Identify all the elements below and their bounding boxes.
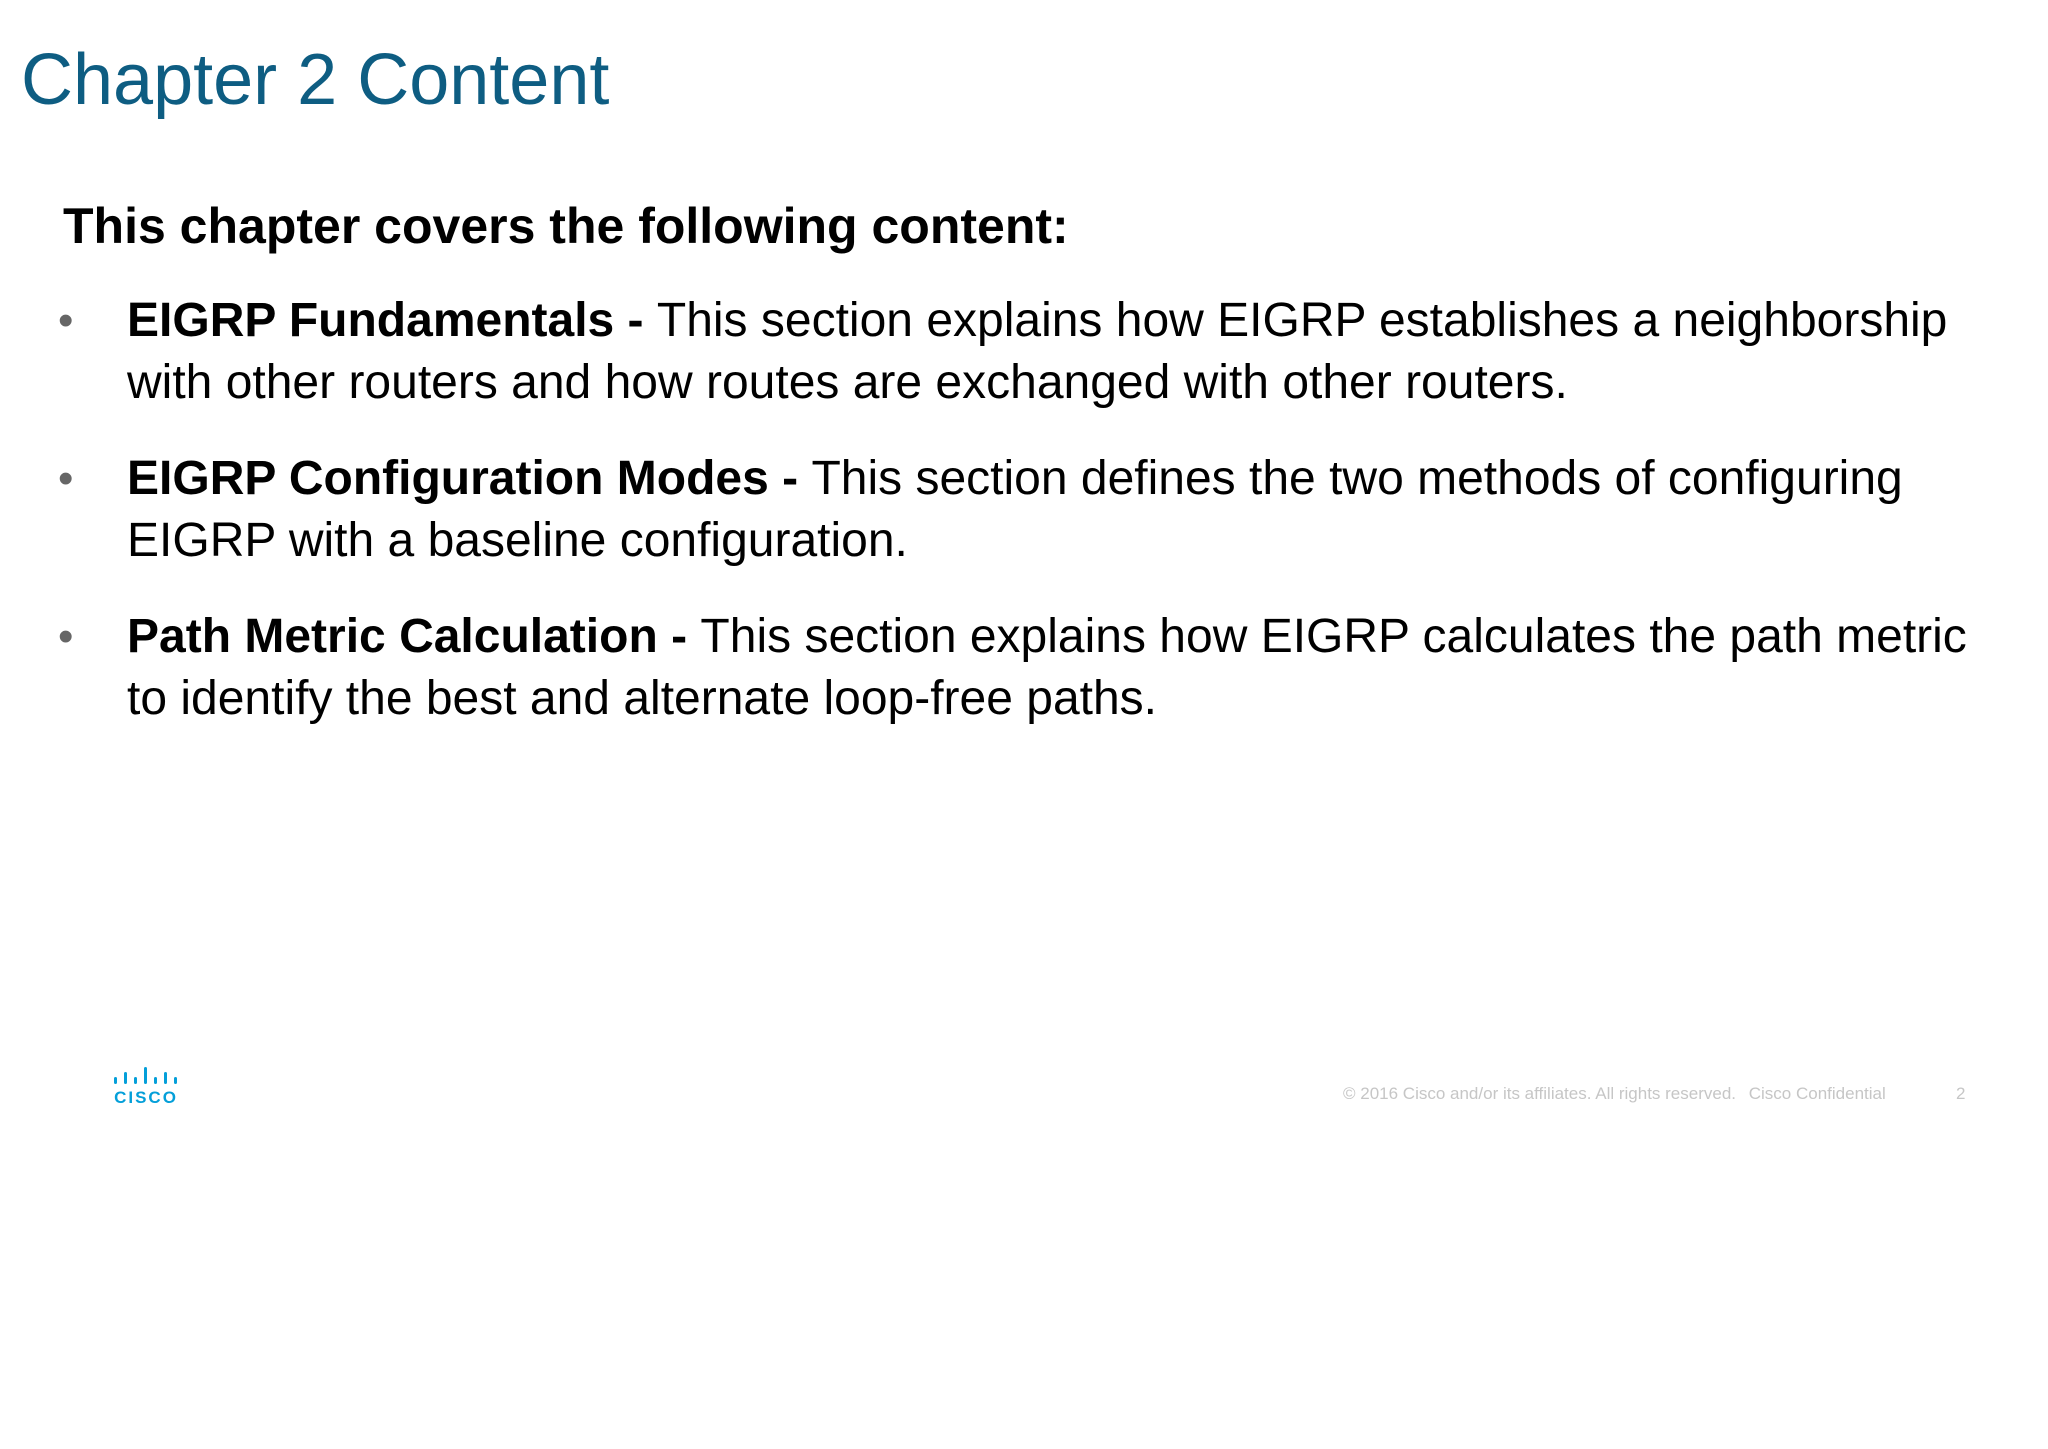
page-number: 2 — [1956, 1084, 1966, 1103]
bullet-dot-icon: • — [58, 612, 74, 661]
bullet-term: Path Metric Calculation - — [127, 610, 701, 663]
logo-text: CISCO — [114, 1088, 178, 1106]
bullet-dot-icon: • — [58, 454, 74, 503]
bullet-text: This section explains how EIGRP establishes a neighborship with other routers and how routes are exchanged with other routers. — [127, 294, 1948, 409]
content-bullet-list — [0, 290, 2048, 764]
bullet-item-path-metric-calculation — [0, 606, 2017, 730]
bullet-item-eigrp-configuration-modes — [0, 448, 2017, 572]
bullet-dot-icon: • — [58, 296, 74, 345]
bullet-text: This section explains how EIGRP calculates the path metric to identify the best and alternate loop-free paths. — [127, 610, 1967, 725]
cisco-logo-icon — [113, 1066, 193, 1106]
bullet-text: This section defines the two methods of configuring EIGRP with a baseline configuration. — [127, 452, 1903, 567]
intro-heading: This chapter covers the following content: — [63, 198, 1069, 254]
confidential-text: Cisco Confidential — [1748, 1084, 1886, 1103]
footer-copyright — [1343, 1083, 1894, 1105]
bullet-term: EIGRP Configuration Modes - — [127, 452, 812, 505]
slide-title: Chapter 2 Content — [21, 40, 610, 120]
bullet-term: EIGRP Fundamentals - — [127, 294, 657, 347]
copyright-text: © 2016 Cisco and/or its affiliates. All rights reserved. — [1343, 1084, 1737, 1103]
bullet-item-eigrp-fundamentals — [0, 290, 2017, 414]
